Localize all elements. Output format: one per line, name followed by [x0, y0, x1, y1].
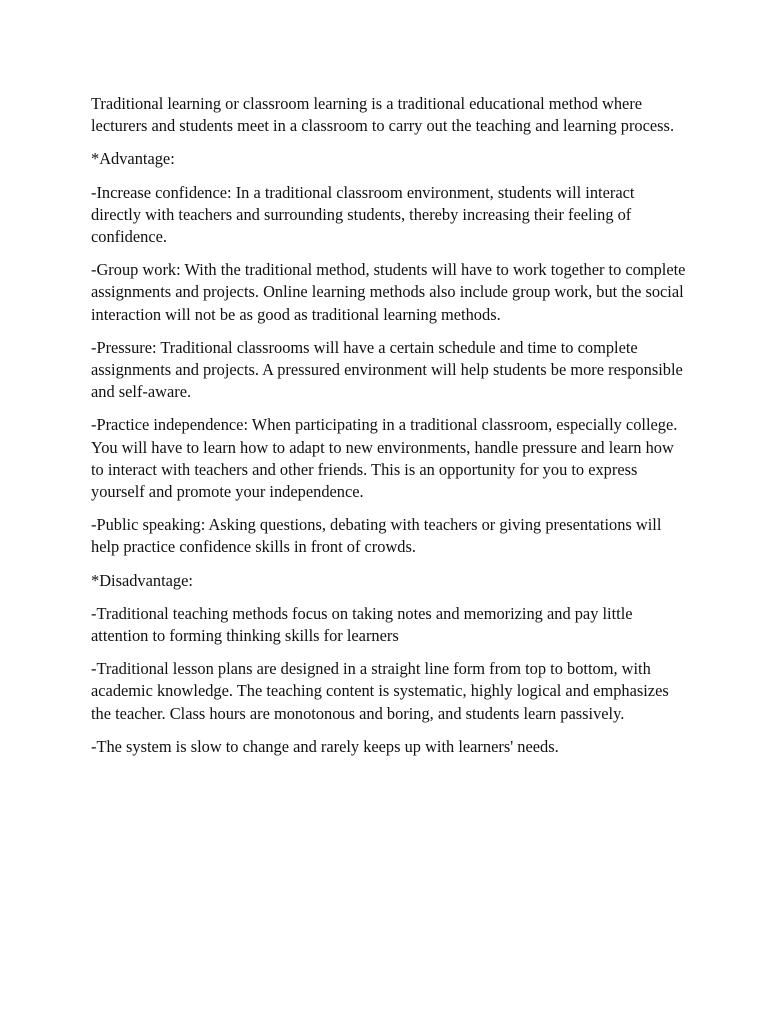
disadvantage-heading: *Disadvantage:	[91, 570, 193, 590]
disadvantage-lesson-plans: -Traditional lesson plans are designed in a straight line form from top to bottom, with academic knowledge. The teaching content is systematic, highly logical and emphasizes the teacher. Class hours are monotonous and boring, and students learn passively.	[91, 659, 669, 723]
disadvantage-note-taking: -Traditional teaching methods focus on taking notes and memorizing and pay little attention to forming thinking skills for learners	[91, 603, 633, 646]
advantage-group-work: -Group work: With the traditional method, students will have to work together to complete assignments and projects. Online learning methods also include group work, but the social interaction will not be as good as traditional learning methods.	[91, 260, 686, 324]
advantage-increase-confidence: -Increase confidence: In a traditional classroom environment, students will interact directly with teachers and surrounding students, thereby increasing their feeling of confidence.	[91, 182, 635, 247]
disadvantage-slow-change: -The system is slow to change and rarely keeps up with learners' needs.	[91, 736, 559, 756]
advantage-practice-independence: -Practice independence: When participating in a traditional classroom, especially college. You will have to learn how to adapt to new environments, handle pressure and learn how to interact with teachers and other friends. This is an opportunity for you to express yourself and promote your independence.	[91, 415, 678, 502]
document-body	[91, 93, 686, 769]
advantage-pressure: -Pressure: Traditional classrooms will have a certain schedule and time to complete assignments and projects. A pressured environment will help students be more responsible and self-aware.	[91, 337, 683, 402]
advantage-heading: *Advantage:	[91, 149, 175, 169]
intro-paragraph: Traditional learning or classroom learning is a traditional educational method where lecturers and students meet in a classroom to carry out the teaching and learning process.	[91, 94, 675, 136]
advantage-public-speaking: -Public speaking: Asking questions, debating with teachers or giving presentations will help practice confidence skills in front of crowds.	[91, 515, 662, 557]
